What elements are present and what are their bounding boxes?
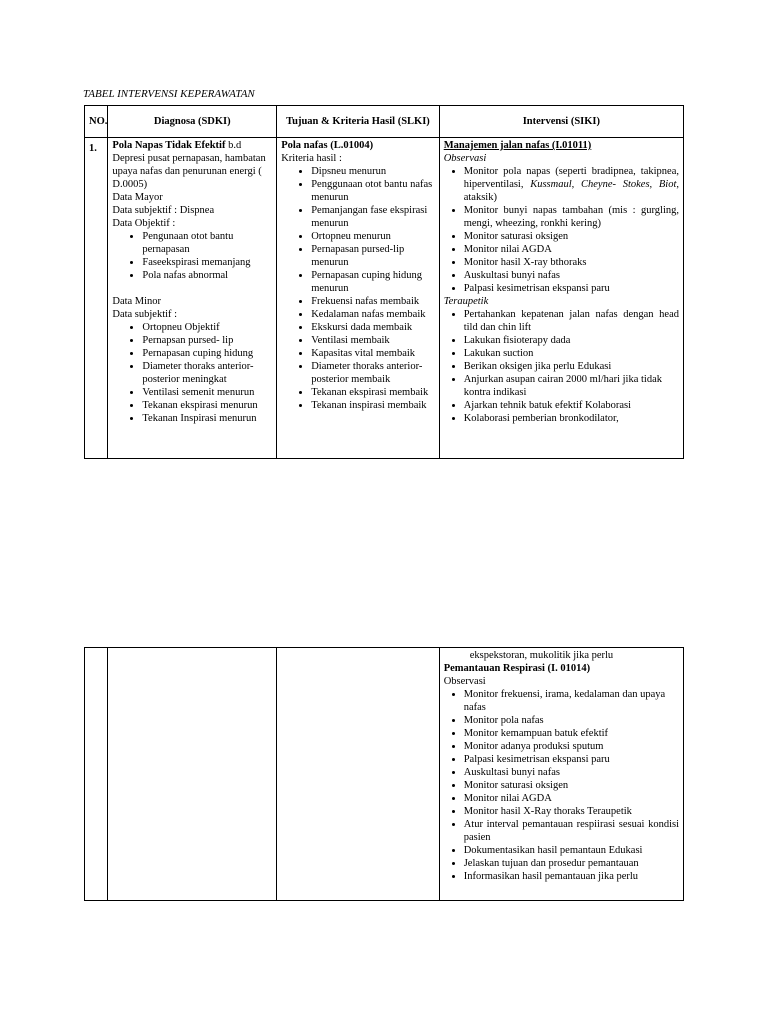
obs-text-b: Kussmaul, Cheyne- Stokes, Biot	[530, 179, 677, 190]
list-item: • Tekanan ekspirasi membaik	[311, 386, 434, 399]
list-item: • Frekuensi nafas membaik	[311, 295, 434, 308]
list-item: • Pernapasan pursed-lip menurun	[311, 243, 434, 269]
list-item: • Faseekspirasi memanjang	[142, 256, 272, 269]
row-number: 1.	[85, 138, 108, 459]
list-item: • Pernapasan cuping hidung	[142, 347, 272, 360]
list-item: • Kolaborasi pemberian bronkodilator,	[464, 412, 679, 425]
list-item: • Jelaskan tujuan dan prosedur pemantauan	[464, 857, 679, 870]
list-item: • Pernapasan cuping hidung menurun	[311, 269, 434, 295]
list-item: • Tekanan Inspirasi menurun	[142, 412, 272, 425]
empty-no-cell	[85, 648, 108, 901]
list-item: • Ajarkan tehnik batuk efektif Kolaborasi	[464, 399, 679, 412]
table-row	[85, 648, 684, 901]
list-item: • Anjurkan asupan cairan 2000 ml/hari jika tidak kontra indikasi	[464, 373, 679, 399]
list-item: • Palpasi kesimetrisan ekspansi paru	[464, 282, 679, 295]
list-item: • Pemanjangan fase ekspirasi menurun	[311, 204, 434, 230]
subjektif-minor-label: Data subjektif :	[112, 309, 178, 320]
list-item: • Monitor hasil X-Ray thoraks Teraupetik	[464, 805, 679, 818]
list-item: • Monitor hasil X-ray bthoraks	[464, 256, 679, 269]
list-item: • Tekanan inspirasi membaik	[311, 399, 434, 412]
header-tujuan: Tujuan & Kriteria Hasil (SLKI)	[277, 106, 439, 138]
intervention-table	[84, 105, 684, 459]
list-item: • Monitor nilai AGDA	[464, 792, 679, 805]
diagnosa-cell	[108, 138, 277, 459]
list-item: • Pernapsan pursed- lip	[142, 334, 272, 347]
intervensi-cell-continued	[439, 648, 683, 901]
observasi-label: Observasi	[443, 153, 487, 164]
observasi-label: Observasi	[443, 676, 486, 687]
intervention-table-continued	[84, 647, 684, 901]
subjektif-mayor: Data subjektif : Dispnea	[112, 205, 215, 216]
list-item: • Dipsneu menurun	[311, 165, 434, 178]
empty-diagnosa-cell	[108, 648, 277, 901]
list-item: • Monitor adanya produksi sputum	[464, 740, 679, 753]
list-item: • Monitor saturasi oksigen	[464, 779, 679, 792]
list-item: • Auskultasi bunyi nafas	[464, 269, 679, 282]
empty-tujuan-cell	[277, 648, 439, 901]
list-item: • Palpasi kesimetrisan ekspansi paru	[464, 753, 679, 766]
list-item: • Ventilasi semenit menurun	[142, 386, 272, 399]
terapeutik-label: Teraupetik	[443, 296, 489, 307]
objektif-mayor-list	[112, 230, 272, 282]
document-title: TABEL INTERVENSI KEPERAWATAN	[83, 88, 255, 100]
list-item: • Ortopneu menurun	[311, 230, 434, 243]
data-mayor-label: Data Mayor	[112, 192, 163, 203]
list-item: • Auskultasi bunyi nafas	[464, 766, 679, 779]
list-item: • Penggunaan otot bantu nafas menurun	[311, 178, 434, 204]
list-item: • Ventilasi membaik	[311, 334, 434, 347]
kriteria-label: Kriteria hasil :	[281, 153, 342, 164]
table-row	[85, 138, 684, 459]
obs-text-c: , ataksik)	[463, 179, 680, 203]
intervensi-title: Manajemen jalan nafas (I.01011)	[443, 140, 592, 151]
list-item: • Dokumentasikan hasil pemantaun Edukasi	[464, 844, 679, 857]
kriteria-list	[281, 165, 434, 412]
list-item: • Pertahankan kepatenan jalan nafas dengan head tild dan chin lift	[464, 308, 679, 334]
list-item	[464, 165, 679, 204]
list-item: • Monitor nilai AGDA	[464, 243, 679, 256]
table-header-row	[85, 106, 684, 138]
tujuan-cell	[277, 138, 439, 459]
pemantauan-title: Pemantauan Respirasi (I. 01014)	[443, 663, 591, 674]
tujuan-title: Pola nafas (L.01004)	[281, 140, 374, 151]
intervensi-cell	[439, 138, 683, 459]
list-item: • Tekanan ekspirasi menurun	[142, 399, 272, 412]
header-intervensi: Intervensi (SIKI)	[439, 106, 683, 138]
list-item: • Lakukan suction	[464, 347, 679, 360]
objektif-mayor-label: Data Objektif :	[112, 218, 176, 229]
list-item: • Informasikan hasil pemantauan jika perlu	[464, 870, 679, 883]
diagnosa-title: Pola Napas Tidak Efektif	[112, 140, 226, 151]
pemantauan-list	[444, 688, 679, 883]
list-item: • Monitor pola nafas	[464, 714, 679, 727]
data-minor-label: Data Minor	[112, 296, 162, 307]
list-item: • Kapasitas vital membaik	[311, 347, 434, 360]
list-item: • Kedalaman nafas membaik	[311, 308, 434, 321]
terapeutik-list	[444, 308, 679, 425]
list-item: • Monitor saturasi oksigen	[464, 230, 679, 243]
diagnosa-desc: Depresi pusat pernapasan, hambatan upaya nafas dan penurunan energi ( D.0005)	[112, 153, 266, 190]
header-no: NO.	[85, 106, 108, 138]
obs-text-a: Monitor pola napas (seperti bradipnea, takipnea, hiperventilasi,	[463, 166, 679, 190]
list-item: • Ekskursi dada membaik	[311, 321, 434, 334]
list-item: • Lakukan fisioterapy dada	[464, 334, 679, 347]
diagnosa-title-suffix: b.d	[225, 140, 242, 151]
list-item: • Monitor frekuensi, irama, kedalaman dan upaya nafas	[464, 688, 679, 714]
list-item: • Pengunaan otot bantu pernapasan	[142, 230, 272, 256]
list-item: • Ortopneu Objektif	[142, 321, 272, 334]
header-diagnosa: Diagnosa (SDKI)	[108, 106, 277, 138]
observasi-list	[444, 165, 679, 295]
minor-list	[112, 321, 272, 425]
list-item: • Diameter thoraks anterior- posterior meningkat	[142, 360, 272, 386]
continued-text: ekspekstoran, mukolitik jika perlu	[469, 650, 614, 661]
list-item: • Atur interval pemantauan respiirasi sesuai kondisi pasien	[464, 818, 679, 844]
list-item: • Pola nafas abnormal	[142, 269, 272, 282]
list-item: • Monitor bunyi napas tambahan (mis : gurgling, mengi, wheezing, ronkhi kering)	[464, 204, 679, 230]
list-item: • Monitor kemampuan batuk efektif	[464, 727, 679, 740]
list-item: • Diameter thoraks anterior- posterior membaik	[311, 360, 434, 386]
list-item: • Berikan oksigen jika perlu Edukasi	[464, 360, 679, 373]
